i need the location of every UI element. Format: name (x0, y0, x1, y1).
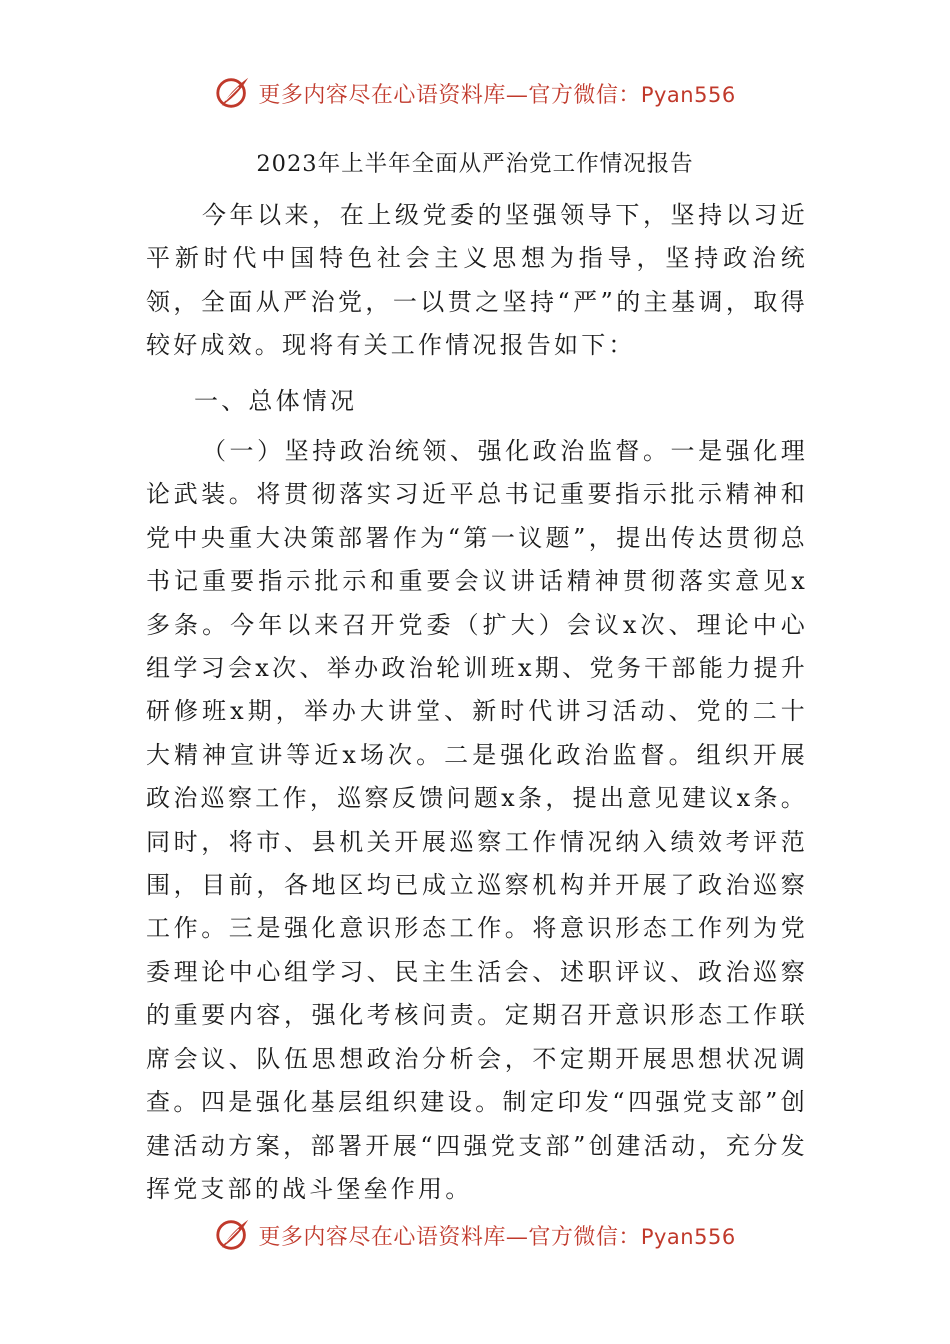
intro-paragraph: 今年以来，在上级党委的坚强领导下，坚持以习近平新时代中国特色社会主义思想为指导，坚持政治统领，全面从严治党，一以贯之坚持“严”的主基调，取得较好成效。现将有关工作情况报告如下： (146, 201, 808, 360)
wechat-id: Pyan556 (640, 82, 736, 107)
watermark-text: 更多内容尽在心语资料库—官方微信：Pyan556 (258, 1224, 736, 1250)
quill-pen-circle-icon (214, 74, 252, 112)
watermark-banner-top (0, 68, 950, 118)
section-heading: 一、总体情况 (194, 387, 358, 415)
watermark-text: 更多内容尽在心语资料库—官方微信：Pyan556 (258, 82, 736, 108)
wechat-id: Pyan556 (640, 1224, 736, 1249)
quill-pen-circle-icon (214, 1216, 252, 1254)
document-title: 2023年上半年全面从严治党工作情况报告 (256, 151, 694, 177)
watermark-banner-bottom (0, 1210, 950, 1260)
section-paragraph: （一）坚持政治统领、强化政治监督。一是强化理论武装。将贯彻落实习近平总书记重要指示批示精神和党中央重大决策部署作为“第一议题”，提出传达贯彻总书记重要指示批示和重要会议讲话精神贯彻落实意见x多条。今年以来召开党委（扩大）会议x次、理论中心组学习会x次、举办政治轮训班x期、党务干部能力提升研修班x期，举办大讲堂、新时代讲习活动、党的二十大精神宣讲等近x场次。二是强化政治监督。组织开展政治巡察工作，巡察反馈问题x条，提出意见建议x条。同时，将市、县机关开展巡察工作情况纳入绩效考评范围，目前，各地区均已成立巡察机构并开展了政治巡察工作。三是强化意识形态工作。将意识形态工作列为党委理论中心组学习、民主生活会、述职评议、政治巡察的重要内容，强化考核问责。定期召开意识形态工作联席会议、队伍思想政治分析会，不定期开展思想状况调查。四是强化基层组织建设。制定印发“四强党支部”创建活动方案，部署开展“四强党支部”创建活动，充分发挥党支部的战斗堡垒作用。 (146, 437, 808, 1203)
